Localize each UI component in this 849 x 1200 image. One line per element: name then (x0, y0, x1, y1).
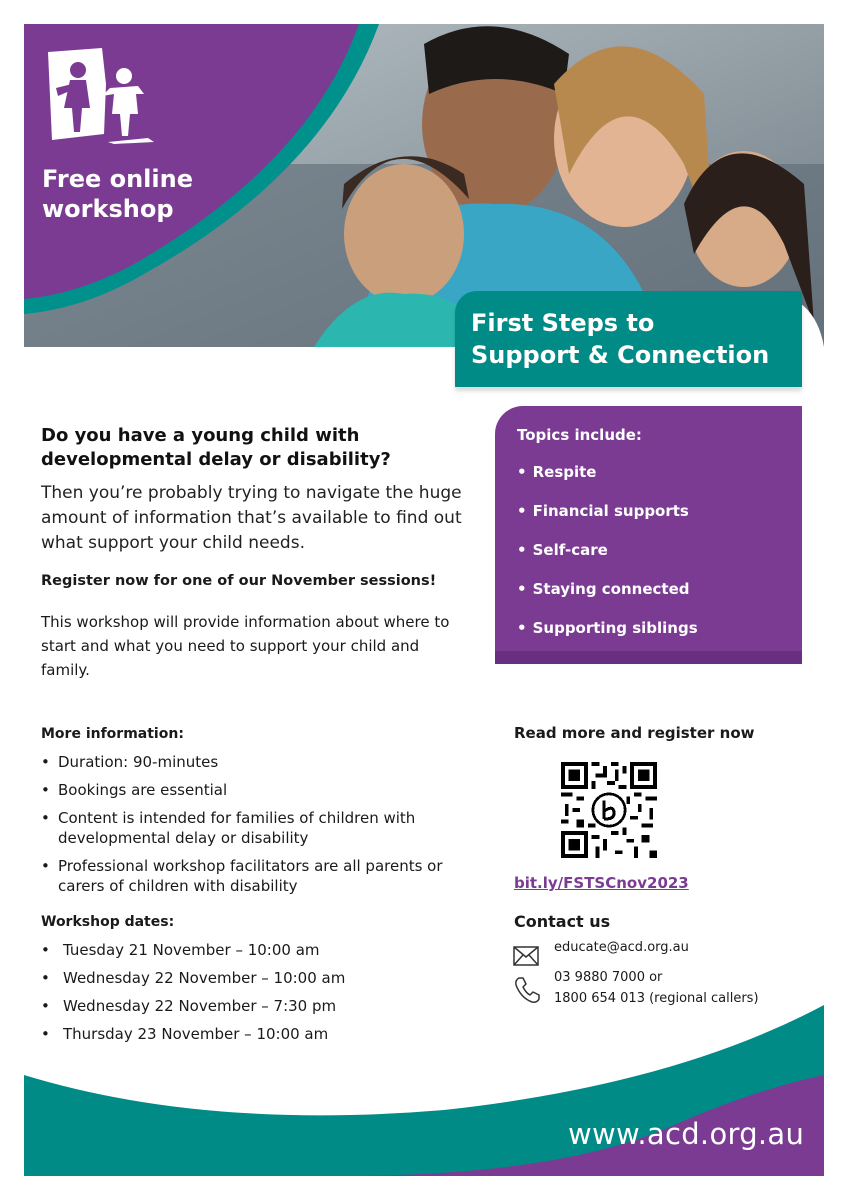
contact-phone[interactable]: 03 9880 7000 or (554, 970, 663, 985)
topics-panel (495, 406, 802, 664)
qr-code[interactable] (561, 762, 657, 858)
more-info-heading: More information: (41, 726, 184, 742)
info-item: • Duration: 90-minutes (41, 753, 219, 771)
topic-item: • Financial supports (517, 502, 689, 520)
workshop-date: • Thursday 23 November – 10:00 am (41, 1025, 329, 1043)
contact-heading: Contact us (514, 912, 611, 931)
register-link[interactable]: bit.ly/FSTSCnov2023 (514, 874, 689, 892)
info-item: • Professional workshop facilitators are all parents or carers of children with disability (41, 857, 443, 895)
banner-title-line-1: First Steps to (471, 309, 655, 337)
topic-item: • Supporting siblings (517, 619, 698, 637)
envelope-icon (513, 946, 539, 966)
info-item: • Bookings are essential (41, 781, 228, 799)
topics-panel-footer (495, 651, 802, 664)
intro-body: Then you’re probably trying to navigate the huge amount of information that’s available to find out what support your child needs. (41, 483, 462, 553)
title-banner (455, 291, 802, 387)
workshop-description: This workshop will provide information about where to start and what you need to support your child and family. (41, 613, 450, 679)
children-playing-logo (44, 44, 156, 144)
register-callout: Register now for one of our November sessions! (41, 573, 437, 589)
header-tagline (42, 164, 302, 224)
info-item: • Content is intended for families of children with developmental delay or disability (41, 809, 416, 847)
workshop-date: • Wednesday 22 November – 7:30 pm (41, 997, 337, 1015)
workshop-dates-heading: Workshop dates: (41, 914, 175, 930)
tagline-line-1: Free online (42, 165, 193, 193)
topic-item: • Self-care (517, 541, 608, 559)
contact-email[interactable]: educate@acd.org.au (554, 940, 689, 955)
topics-heading: Topics include: (517, 426, 642, 444)
phone-icon (513, 976, 541, 1004)
contact-phone-regional[interactable]: 1800 654 013 (regional callers) (554, 991, 759, 1006)
register-heading: Read more and register now (514, 724, 755, 742)
tagline-line-2: workshop (42, 195, 174, 223)
workshop-date: • Tuesday 21 November – 10:00 am (41, 941, 320, 959)
footer-website[interactable]: www.acd.org.au (568, 1117, 805, 1151)
topic-item: • Staying connected (517, 580, 690, 598)
banner-title-line-2: Support & Connection (471, 341, 770, 369)
intro-question: Do you have a young child with developmental delay or disability? (41, 425, 391, 470)
workshop-date: • Wednesday 22 November – 10:00 am (41, 969, 346, 987)
topic-item: • Respite (517, 463, 597, 481)
